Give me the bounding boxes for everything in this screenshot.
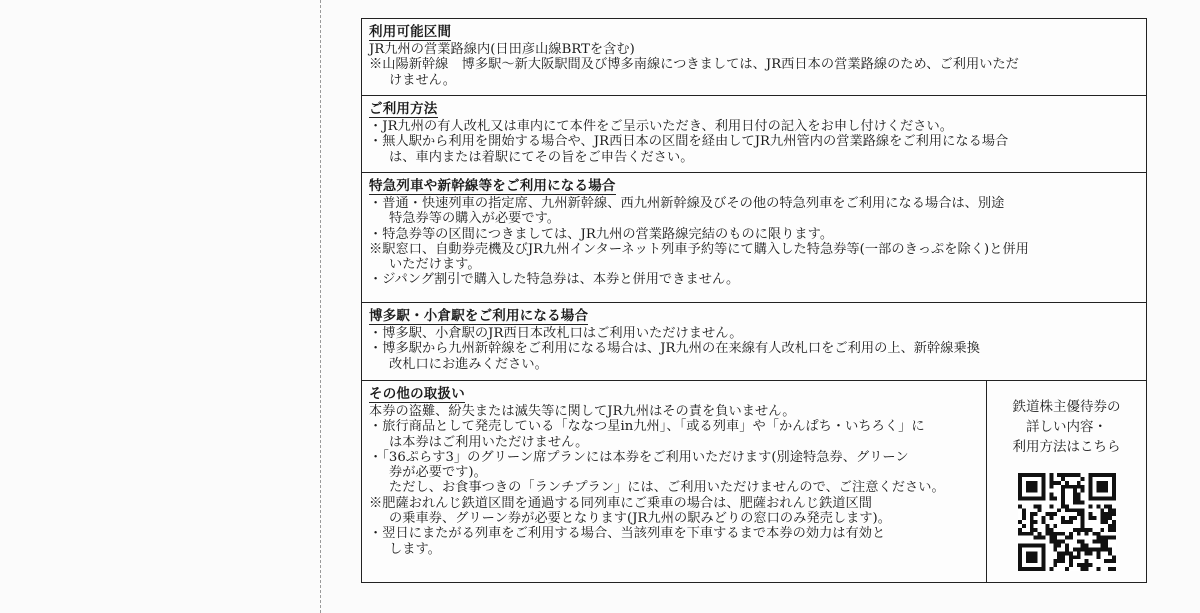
qr-caption-line-1: 鉄道株主優待券の [1012, 399, 1121, 415]
section-text-line: します。 [389, 541, 441, 557]
section-how-to-use [362, 96, 1146, 173]
section-text-line: は、車内または着駅にてその旨をご申告ください。 [389, 149, 694, 165]
section-text-line: JR九州の営業路線内(日田彦山線BRTを含む) [369, 42, 635, 57]
section-text-line: ・「36ぷらす3」のグリーン席プランには本券をご利用いただけます(別途特急券、グリーン [369, 449, 909, 465]
section-available-area [362, 19, 1146, 96]
section-text-line: 特急券等の購入が必要です。 [389, 211, 561, 227]
section-text-line: ・翌日にまたがる列車をご利用する場合、当該列車を下車するまで本券の効力は有効と [369, 526, 886, 542]
section-title: その他の取扱い [369, 386, 465, 402]
section-text-line: ・博多駅、小倉駅のJR西日本改札口はご利用いただけません。 [369, 326, 743, 341]
qr-caption-line-3: 利用方法はこちら [1012, 439, 1121, 455]
section-text-line: ・普通・快速列車の指定席、九州新幹線、西九州新幹線及びその他の特急列車をご利用になる場合は、別途 [369, 196, 1005, 211]
perforation-line [320, 0, 321, 613]
section-text-line: ・JR九州の有人改札又は車内にて本件をご呈示いただき、利用日付の記入をお申し付けください。 [369, 119, 953, 134]
section-hakata-kokura [362, 303, 1146, 381]
section-text-line: ※駅窓口、自動券売機及びJR九州インターネット列車予約等にて購入した特急券等(一部のきっぷを除く)と併用 [369, 241, 1029, 257]
section-text-line: 本券の盗難、紛失または滅失等に関してJR九州はその責を負いません。 [369, 404, 796, 419]
qr-code[interactable] [1018, 473, 1116, 571]
section-text-line: 改札口にお進みください。 [389, 356, 548, 372]
section-other-handling [362, 381, 987, 582]
section-text-line: は本券はご利用いただけません。 [389, 434, 589, 450]
section-text-line: ・無人駅から利用を開始する場合や、JR西日本の区間を経由してJR九州管内の営業路線をご利用になる場合 [369, 134, 1009, 150]
section-text-line: けません。 [389, 72, 456, 88]
section-text-line: ・旅行商品として発売している「ななつ星in九州」、「或る列車」や「かんぱち・いちろく」に [369, 419, 925, 435]
section-text-line: ・ジパング割引で購入した特急券は、本券と併用できません。 [369, 272, 740, 288]
section-text-line: ・特急券等の区間につきましては、JR九州の営業路線完結のものに限ります。 [369, 226, 834, 242]
section-text-line: 券が必要です)。 [389, 465, 487, 481]
qr-caption-line-2: 詳しい内容・ [1026, 419, 1107, 435]
section-text-line: いただけます。 [389, 257, 481, 273]
section-text-line: ・博多駅から九州新幹線をご利用になる場合は、JR九州の在来線有人改札口をご利用の上、新幹線乗換 [369, 341, 980, 357]
section-text-line: ただし、お食事つきの「ランチプラン」には、ご利用いただけませんので、ご注意ください。 [389, 480, 945, 496]
section-title: ご利用方法 [369, 101, 438, 117]
section-title: 博多駅・小倉駅をご利用になる場合 [369, 308, 589, 324]
section-limited-express [362, 173, 1146, 303]
section-title: 特急列車や新幹線等をご利用になる場合 [369, 178, 616, 194]
qr-info-panel [987, 381, 1146, 582]
section-text-line: ※山陽新幹線 博多駅～新大阪駅間及び博多南線につきましては、JR西日本の営業路線のため、ご利用いただ [369, 57, 1019, 73]
ticket-terms-box [361, 18, 1147, 583]
section-text-line: の乗車券、グリーン券が必要となります(JR九州の駅みどりの窓口のみ発売します)。 [389, 511, 891, 527]
section-title: 利用可能区間 [369, 24, 452, 40]
section-text-line: ※肥薩おれんじ鉄道区間を通過する同列車にご乗車の場合は、肥薩おれんじ鉄道区間 [369, 495, 873, 511]
